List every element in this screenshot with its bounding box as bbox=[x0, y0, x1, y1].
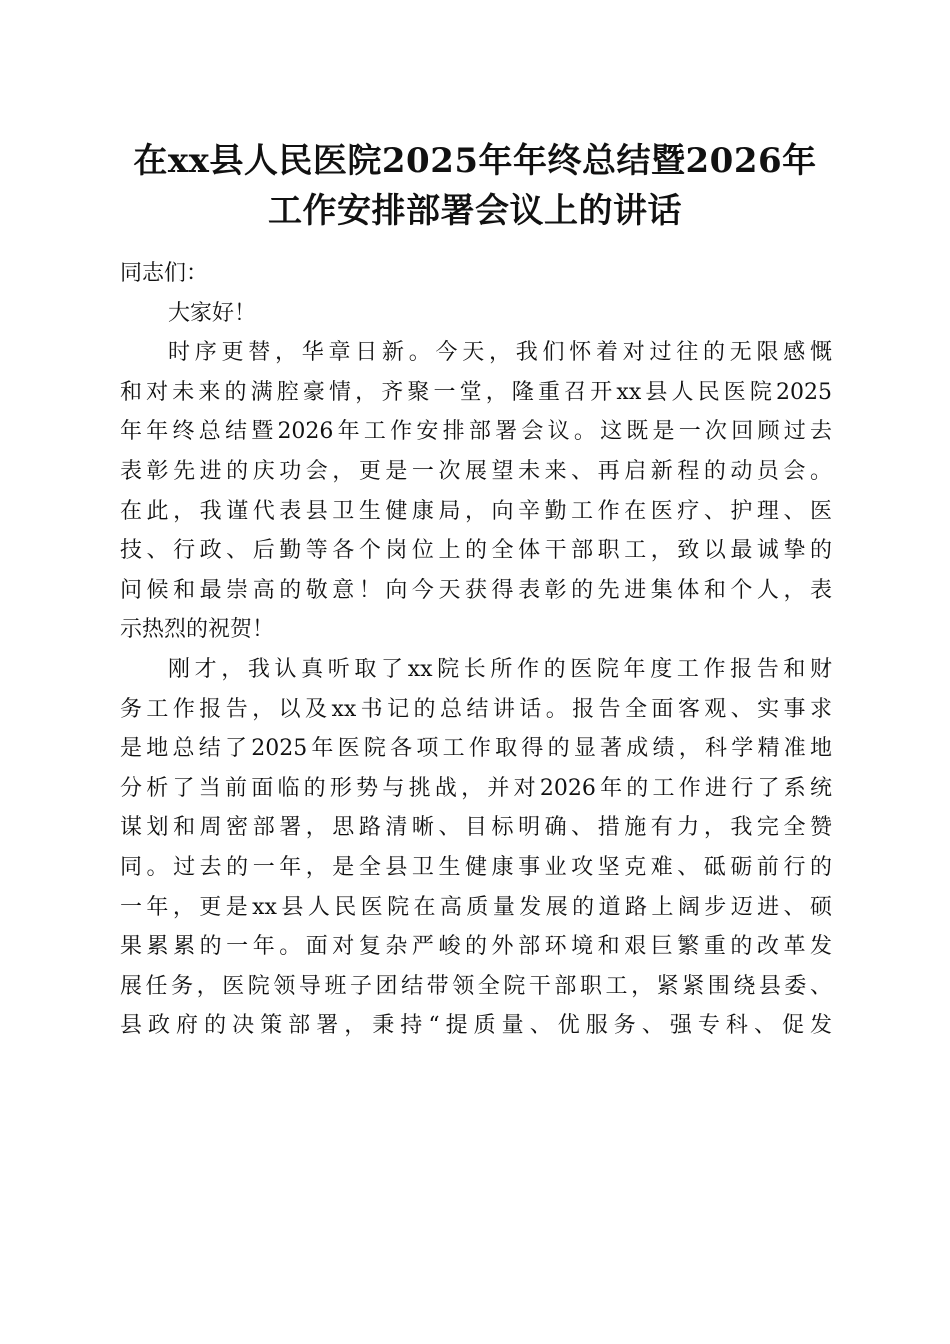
paragraph-line: 分析了当前面临的形势与挑战，并对2026年的工作进行了系统 bbox=[120, 775, 832, 801]
paragraph-line: 和对未来的满腔豪情，齐聚一堂，隆重召开xx县人民医院2025 bbox=[120, 379, 832, 405]
paragraph-line: 时序更替，华章日新。今天，我们怀着对过往的无限感慨 bbox=[168, 340, 832, 366]
speech-body bbox=[120, 254, 832, 1046]
paragraph-line: 技、行政、后勤等各个岗位上的全体干部职工，致以最诚挚的 bbox=[120, 538, 832, 564]
paragraph-line: 表彰先进的庆功会，更是一次展望未来、再启新程的动员会。 bbox=[120, 458, 832, 484]
paragraph-line: 问候和最崇高的敬意！向今天获得表彰的先进集体和个人，表 bbox=[120, 577, 832, 603]
paragraph-line: 刚才，我认真听取了xx院长所作的医院年度工作报告和财 bbox=[168, 656, 832, 682]
paragraph-line: 同。过去的一年，是全县卫生健康事业攻坚克难、砥砺前行的 bbox=[120, 854, 832, 880]
paragraph-line: 一年，更是xx县人民医院在高质量发展的道路上阔步迈进、硕 bbox=[120, 894, 832, 920]
paragraph-line: 务工作报告，以及xx书记的总结讲话。报告全面客观、实事求 bbox=[120, 696, 832, 722]
paragraph-line: 县政府的决策部署，秉持“提质量、优服务、强专科、促发 bbox=[120, 1013, 832, 1039]
paragraph-line: 果累累的一年。面对复杂严峻的外部环境和艰巨繁重的改革发 bbox=[120, 934, 832, 960]
paragraph-line: 是地总结了2025年医院各项工作取得的显著成绩，科学精准地 bbox=[120, 736, 832, 762]
paragraph-line: 在此，我谨代表县卫生健康局，向辛勤工作在医疗、护理、医 bbox=[120, 498, 832, 524]
document-title bbox=[100, 136, 850, 236]
paragraph-line: 年年终总结暨2026年工作安排部署会议。这既是一次回顾过去 bbox=[120, 419, 832, 445]
paragraph-opening bbox=[120, 333, 832, 650]
title-line: 在xx县人民医院2025年年终总结暨2026年 bbox=[133, 141, 817, 181]
paragraph-line: 谋划和周密部署，思路清晰、目标明确、措施有力，我完全赞 bbox=[120, 815, 832, 841]
paragraph-line: 展任务，医院领导班子团结带领全院干部职工，紧紧围绕县委、 bbox=[120, 973, 832, 999]
paragraph-review bbox=[120, 650, 832, 1046]
salutation: 同志们： bbox=[120, 261, 209, 286]
title-line: 工作安排部署会议上的讲话 bbox=[268, 191, 682, 231]
greeting: 大家好！ bbox=[168, 300, 257, 326]
paragraph-line: 示热烈的祝贺！ bbox=[120, 617, 275, 643]
